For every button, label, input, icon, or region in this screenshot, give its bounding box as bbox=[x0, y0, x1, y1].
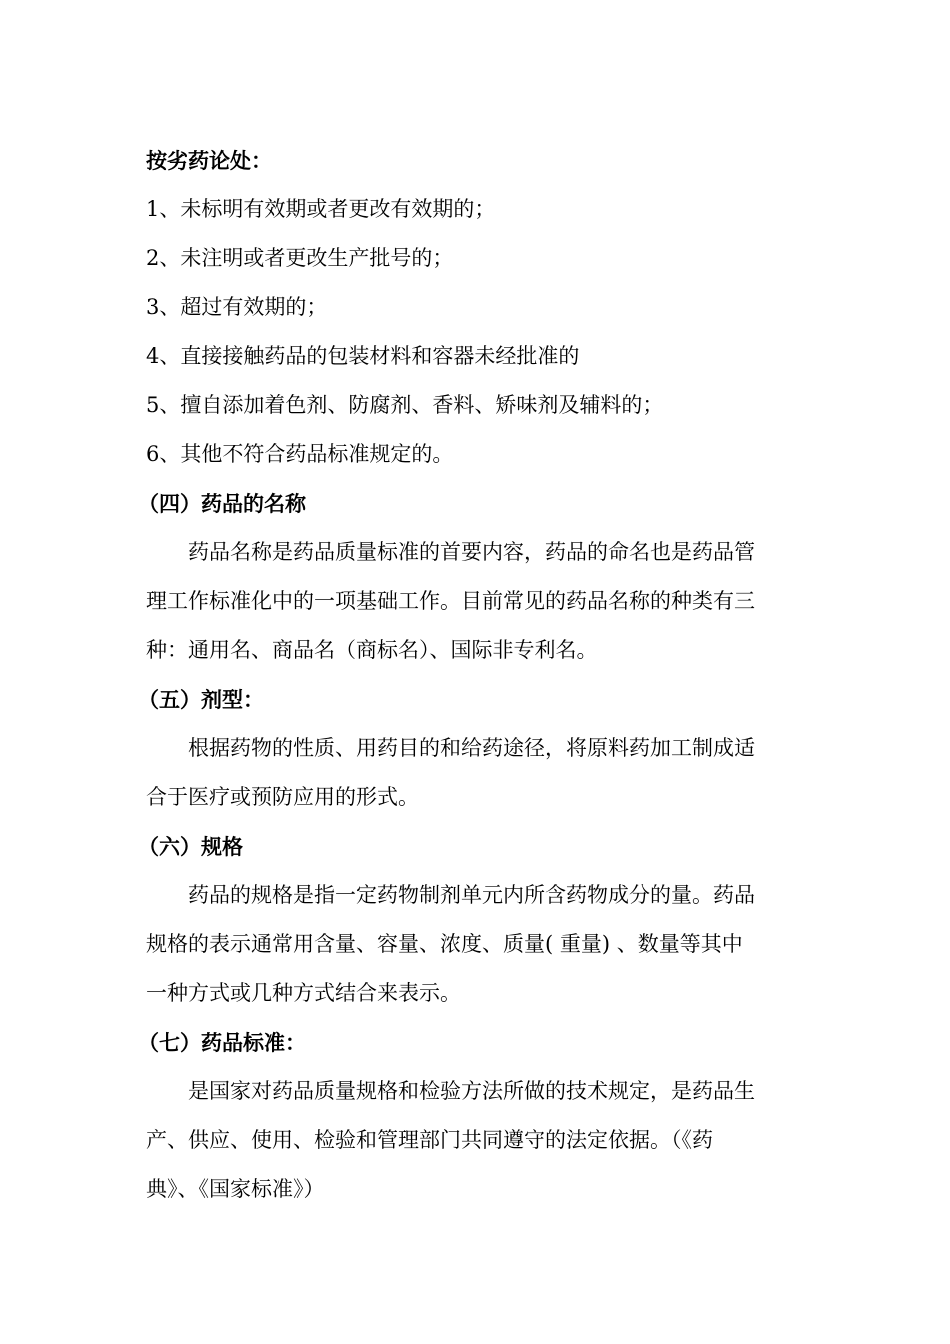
section-heading: （四）药品的名称 bbox=[138, 491, 306, 516]
section-dosage-form bbox=[138, 675, 796, 822]
list-title: 按劣药论处： bbox=[146, 148, 272, 173]
paragraph-line: 产、供应、使用、检验和管理部门共同遵守的法定依据。（《药 bbox=[146, 1128, 713, 1152]
paragraph-line: 药品的规格是指一定药物制剂单元内所含药物成分的量。药品 bbox=[188, 883, 755, 907]
section-heading: （七）药品标准： bbox=[138, 1030, 306, 1055]
paragraph-line: 根据药物的性质、用药目的和给药途径，将原料药加工制成适 bbox=[188, 736, 755, 760]
inferior-drug-list bbox=[146, 185, 796, 479]
list-item: 3、超过有效期的； bbox=[146, 295, 328, 319]
section-drug-name bbox=[138, 479, 796, 675]
section-specification bbox=[138, 822, 796, 1018]
paragraph-line: 药品名称是药品质量标准的首要内容，药品的命名也是药品管 bbox=[188, 540, 755, 564]
section-heading: （五）剂型： bbox=[138, 687, 264, 712]
paragraph-line: 一种方式或几种方式结合来表示。 bbox=[146, 981, 461, 1005]
document-body bbox=[138, 136, 796, 1214]
section-heading: （六）规格 bbox=[138, 834, 243, 859]
list-item: 6、其他不符合药品标准规定的。 bbox=[146, 442, 454, 466]
paragraph-line: 是国家对药品质量规格和检验方法所做的技术规定，是药品生 bbox=[188, 1079, 755, 1103]
list-item: 1、未标明有效期或者更改有效期的； bbox=[146, 197, 496, 221]
list-item: 2、未注明或者更改生产批号的； bbox=[146, 246, 454, 270]
list-item: 4、直接接触药品的包装材料和容器未经批准的 bbox=[146, 344, 580, 368]
section-drug-standard bbox=[138, 1018, 796, 1214]
paragraph-line: 理工作标准化中的一项基础工作。目前常见的药品名称的种类有三 bbox=[146, 589, 755, 613]
list-item: 5、擅自添加着色剂、防腐剂、香料、矫味剂及辅料的； bbox=[146, 393, 664, 417]
paragraph-line: 规格的表示通常用含量、容量、浓度、质量( 重量) 、数量等其中 bbox=[146, 932, 743, 956]
paragraph-line: 种：通用名、商品名（商标名）、国际非专利名。 bbox=[146, 638, 598, 662]
paragraph-line: 合于医疗或预防应用的形式。 bbox=[146, 785, 419, 809]
paragraph-line: 典》、《国家标准》） bbox=[146, 1177, 325, 1201]
